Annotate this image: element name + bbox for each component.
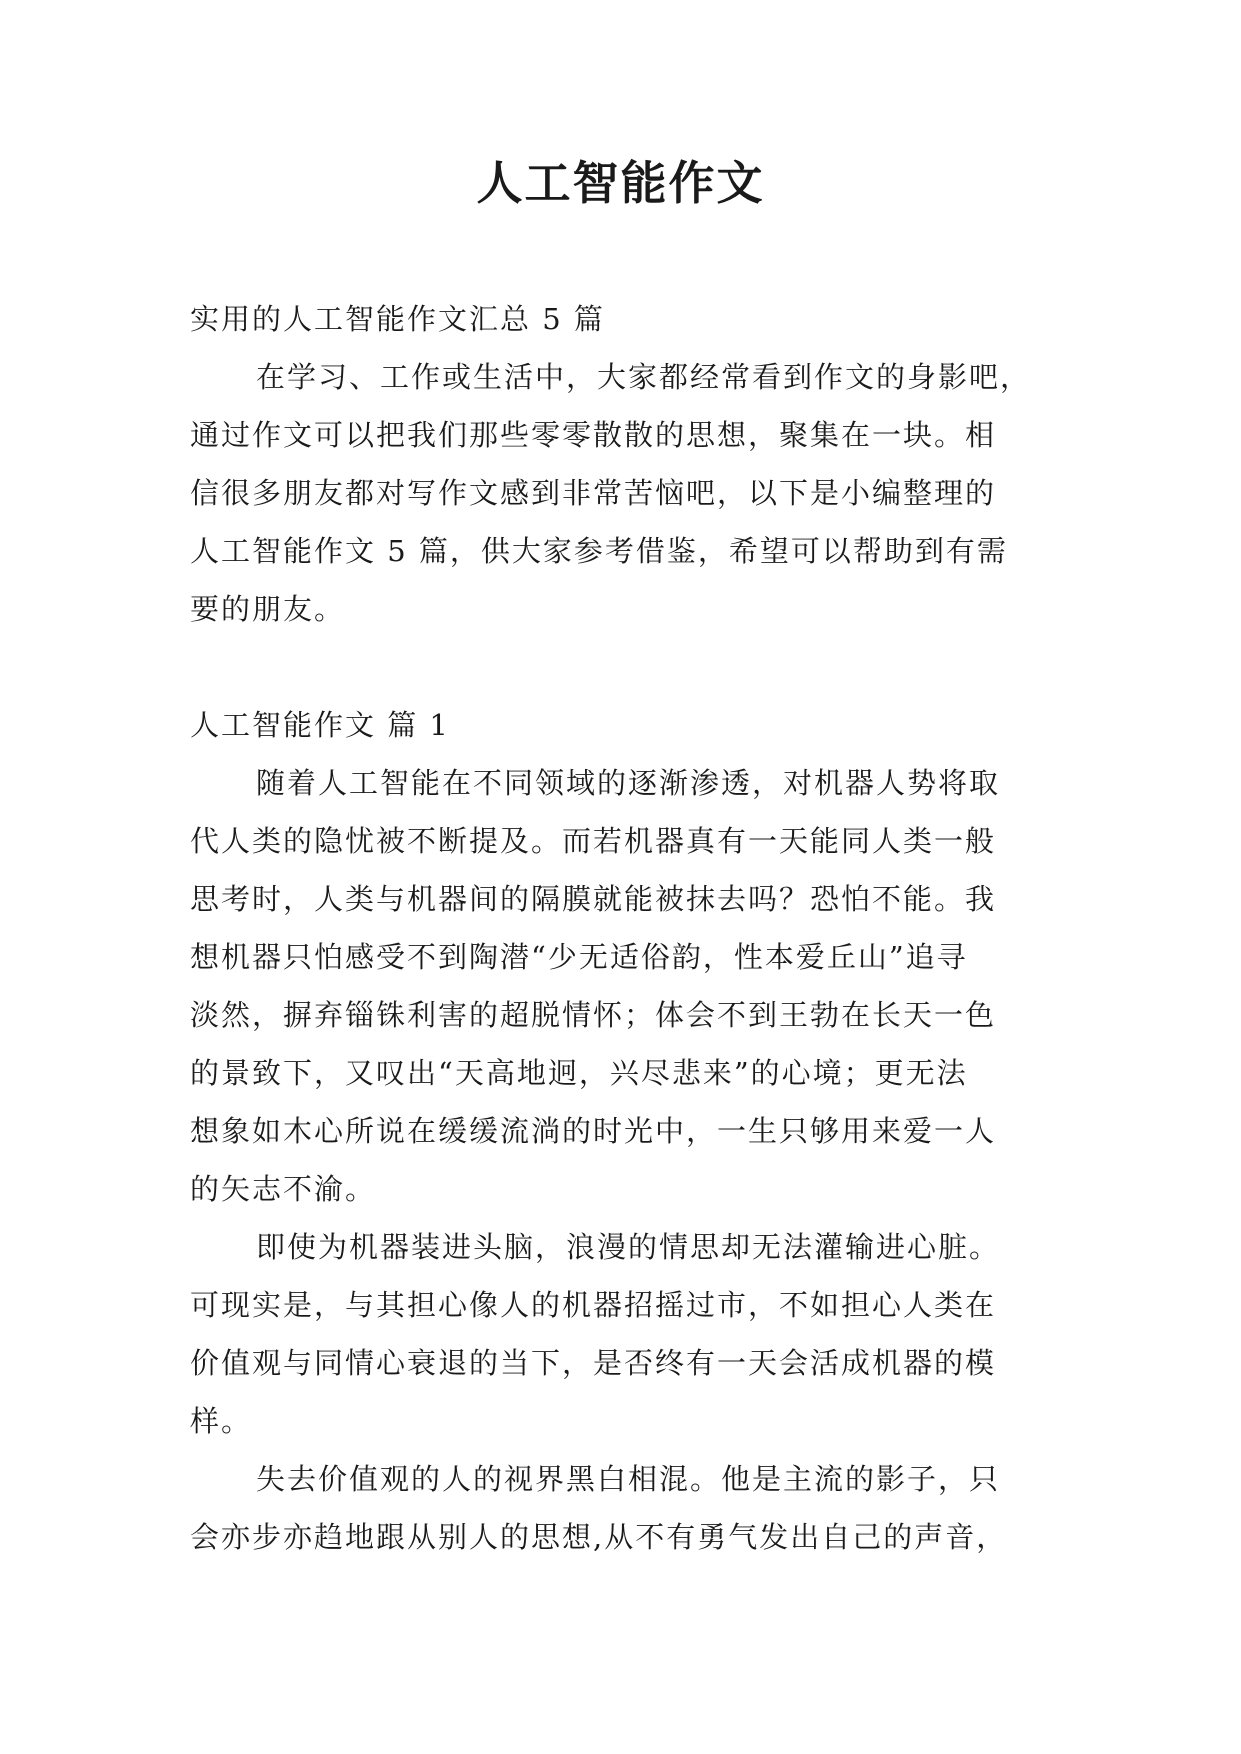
- paragraph-line: 思考时，人类与机器间的隔膜就能被抹去吗？恐怕不能。我: [190, 882, 997, 916]
- intro-line: 通过作文可以把我们那些零零散散的思想，聚集在一块。相: [190, 418, 997, 452]
- document-title: 人工智能作文: [476, 156, 765, 210]
- paragraph-line: 失去价值观的人的视界黑白相混。他是主流的影子，只: [256, 1462, 1001, 1496]
- document-subtitle: 实用的人工智能作文汇总 5 篇: [190, 302, 605, 336]
- intro-line: 在学习、工作或生活中，大家都经常看到作文的身影吧，: [256, 360, 1032, 394]
- intro-line: 人工智能作文 5 篇，供大家参考借鉴，希望可以帮助到有需: [190, 534, 1008, 568]
- paragraph-line: 代人类的隐忧被不断提及。而若机器真有一天能同人类一般: [190, 824, 997, 858]
- section1-paragraph-3: [190, 1450, 1050, 1566]
- section1-paragraph-2: [190, 1218, 1050, 1450]
- paragraph-line: 价值观与同情心衰退的当下，是否终有一天会活成机器的模: [190, 1346, 997, 1380]
- paragraph-line: 想象如木心所说在缓缓流淌的时光中，一生只够用来爱一人: [190, 1114, 997, 1148]
- paragraph-line: 淡然，摒弃锱铢利害的超脱情怀；体会不到王勃在长天一色: [190, 998, 997, 1032]
- paragraph-line: 即使为机器装进头脑，浪漫的情思却无法灌输进心脏。: [256, 1230, 1001, 1264]
- paragraph-line: 想机器只怕感受不到陶潜“少无适俗韵，性本爱丘山”追寻: [190, 940, 968, 974]
- intro-line: 信很多朋友都对写作文感到非常苦恼吧，以下是小编整理的: [190, 476, 997, 510]
- paragraph-line: 可现实是，与其担心像人的机器招摇过市，不如担心人类在: [190, 1288, 997, 1322]
- section-heading: 人工智能作文 篇 1: [190, 708, 450, 742]
- section-spacer: [190, 638, 1050, 696]
- intro-line: 要的朋友。: [190, 592, 346, 626]
- paragraph-line: 会亦步亦趋地跟从别人的思想,从不有勇气发出自己的声音，: [190, 1520, 1008, 1554]
- intro-paragraph: [190, 348, 1050, 638]
- document-body: [190, 290, 1050, 1566]
- section1-paragraph-1: [190, 754, 1050, 1218]
- paragraph-line: 的矢志不渝。: [190, 1172, 377, 1206]
- paragraph-line: 样。: [190, 1404, 253, 1438]
- paragraph-line: 的景致下，又叹出“天高地迥，兴尽悲来”的心境；更无法: [190, 1056, 968, 1090]
- paragraph-line: 随着人工智能在不同领域的逐渐渗透，对机器人势将取: [256, 766, 1001, 800]
